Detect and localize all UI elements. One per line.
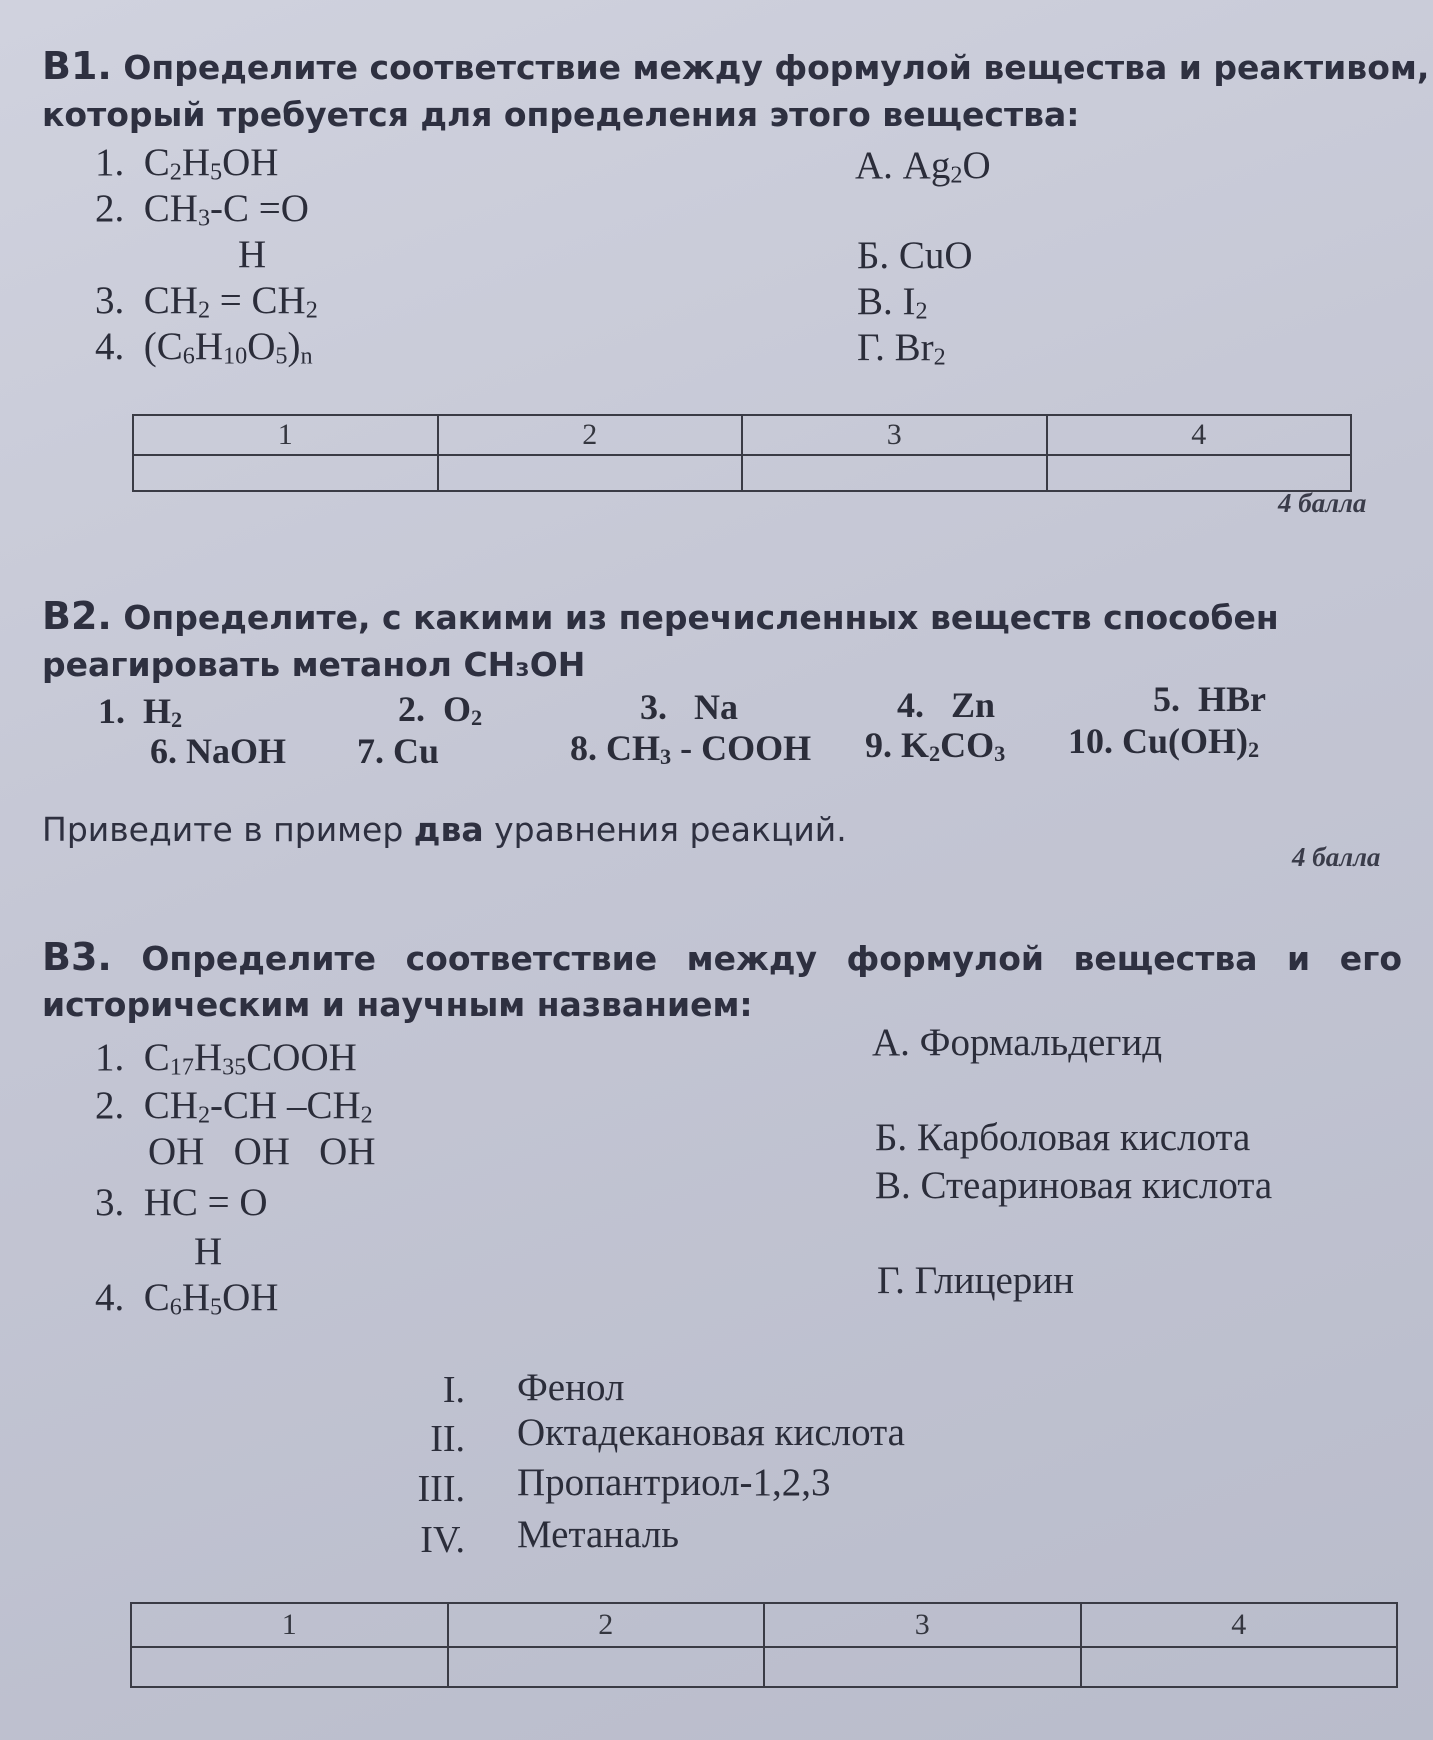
b2-item-8: 8. $CH_3$ - COOH — [570, 728, 812, 770]
b1-label: В1. — [42, 44, 112, 88]
b1-table-header-2: 2 — [438, 415, 743, 455]
b2-text-line1: Определите, с какими из перечисленных веществ способен — [123, 598, 1279, 637]
b1-answer-cell-4[interactable] — [1047, 455, 1352, 491]
formula: $C_2H_5OH$ — [143, 141, 279, 186]
formula: $CH_3$ - COOH — [606, 728, 812, 770]
b1-item-3: 3. $CH_2 = CH_2$ — [95, 279, 318, 324]
b1-table-header-3: 3 — [742, 415, 1047, 455]
b3-option-v: В. Стеариновая кислота — [875, 1164, 1273, 1207]
b2-text-line2-bold: метанол CH₃OH — [291, 645, 586, 684]
b3-scientific-num-3: III. — [417, 1468, 465, 1510]
formula: NaOH — [186, 731, 287, 771]
b3-word-6: и — [1287, 939, 1311, 978]
formula: Zn — [951, 685, 996, 725]
b2-item-1: 1. $H_2$ — [98, 691, 183, 733]
b1-text-line2: который требуется для определения этого вещества: — [42, 95, 1080, 134]
b3-option-a: А. Формальдегид — [872, 1021, 1163, 1064]
b3-table-header-1: 1 — [131, 1603, 448, 1647]
b3-scientific-name-2: Октадекановая кислота — [517, 1411, 905, 1454]
b2-item-7: 7. Cu — [357, 731, 440, 771]
b2-question-line1 — [42, 594, 1279, 638]
b3-option-b: Б. Карболовая кислота — [875, 1116, 1251, 1159]
b1-item-2: 2. $CH_3-C =O$ — [95, 187, 309, 232]
b2-task-bold: два — [413, 810, 484, 849]
formula: $CH_3-C =O$ — [143, 187, 309, 232]
b3-scientific-num-2: II. — [430, 1418, 465, 1460]
b1-table-header-4: 4 — [1047, 415, 1352, 455]
b2-item-3: 3. Na — [640, 687, 738, 727]
formula: CuO — [898, 234, 973, 277]
formula: $Ag_2O$ — [902, 144, 991, 189]
b2-text-line2-plain: реагировать — [42, 645, 292, 684]
b3-item-3-subline: H — [194, 1230, 223, 1273]
b3-item-3: 3. HC = O — [95, 1181, 268, 1224]
b1-text-line1: Определите соответствие между формулой вещества и реактивом, — [123, 48, 1430, 87]
b3-question-line1 — [42, 935, 1402, 979]
formula: $Cu(OH)_2$ — [1122, 721, 1260, 763]
b3-word-5: вещества — [1073, 939, 1258, 978]
b2-item-4: 4. Zn — [897, 685, 996, 725]
b1-answer-table — [132, 414, 1352, 492]
b1-answer-cell-3[interactable] — [742, 455, 1047, 491]
formula: $H_2$ — [143, 691, 183, 733]
b1-option-g: Г. $Br_2$ — [857, 326, 946, 371]
b1-option-b: Б. CuO — [857, 234, 973, 277]
b3-answer-cell-2[interactable] — [448, 1647, 765, 1687]
b3-word-4: формулой — [846, 939, 1045, 978]
b3-table-header-2: 2 — [448, 1603, 765, 1647]
b3-word-7: его — [1339, 939, 1402, 978]
b3-word-3: между — [686, 939, 817, 978]
b2-item-10: 10. $Cu(OH)_2$ — [1068, 721, 1260, 763]
b2-task — [42, 810, 847, 849]
formula: $C_6H_5OH$ — [143, 1276, 279, 1321]
b3-label: В3. — [42, 935, 112, 979]
b3-scientific-num-4: IV. — [420, 1519, 465, 1561]
b3-item-1: 1. $C_{17}H_{35}COOH$ — [95, 1036, 357, 1081]
formula: Na — [694, 687, 738, 727]
b3-text-line2: историческим и научным названием: — [42, 985, 753, 1024]
b2-item-5: 5. HBr — [1153, 679, 1266, 719]
b1-item-1: 1. $C_2H_5OH$ — [95, 141, 279, 186]
b3-answer-cell-4[interactable] — [1081, 1647, 1398, 1687]
b3-item-2: 2. $CH_2-CH$ $-CH_2$ — [95, 1084, 373, 1129]
formula: $O_2$ — [443, 689, 483, 731]
b1-table-header-1: 1 — [133, 415, 438, 455]
b1-question-line1 — [42, 44, 1429, 88]
b2-task-plain2: уравнения реакций. — [483, 810, 847, 849]
b1-option-v: В. $I_2$ — [857, 280, 928, 325]
b3-answer-cell-3[interactable] — [764, 1647, 1081, 1687]
formula: $CH_2-CH$ $-CH_2$ — [143, 1084, 373, 1129]
formula: $I_2$ — [902, 280, 928, 325]
b3-table-header-3: 3 — [764, 1603, 1081, 1647]
b2-item-2: 2. $O_2$ — [398, 689, 483, 731]
formula: $Br_2$ — [894, 326, 946, 371]
b2-item-6: 6. NaOH — [150, 731, 287, 771]
b1-score: 4 балла — [1278, 488, 1367, 518]
b1-answer-cell-2[interactable] — [438, 455, 743, 491]
formula: HBr — [1198, 679, 1266, 719]
b1-answer-cell-1[interactable] — [133, 455, 438, 491]
formula: $CH_2 = CH_2$ — [143, 279, 318, 324]
b3-scientific-name-1: Фенол — [517, 1366, 625, 1409]
formula: $K_2CO_3$ — [901, 725, 1006, 767]
b3-answer-table — [130, 1602, 1398, 1688]
b2-item-9: 9. $K_2CO_3$ — [865, 725, 1006, 767]
b3-item-2-subline: OH OH OH — [148, 1130, 376, 1173]
b2-question-line2 — [42, 645, 585, 684]
formula: Cu — [393, 731, 440, 771]
b1-item-4: 4. $(C_6H_{10}O_5)_n$ — [95, 325, 313, 370]
formula: $(C_6H_{10}O_5)_n$ — [143, 325, 313, 370]
b2-score: 4 балла — [1292, 842, 1381, 872]
b3-word-1: Определите — [141, 939, 377, 978]
b3-item-4: 4. $C_6H_5OH$ — [95, 1276, 279, 1321]
b2-label: В2. — [42, 594, 112, 638]
b3-scientific-name-4: Метаналь — [517, 1513, 680, 1556]
b1-item-2-subline: H — [238, 233, 267, 276]
b3-answer-cell-1[interactable] — [131, 1647, 448, 1687]
b3-word-2: соответствие — [405, 939, 658, 978]
b3-scientific-name-3: Пропантриол-1,2,3 — [517, 1461, 831, 1504]
formula: HC = O — [143, 1181, 268, 1224]
b2-task-plain1: Приведите в пример — [42, 810, 414, 849]
b3-option-g: Г. Глицерин — [877, 1259, 1075, 1302]
b3-table-header-4: 4 — [1081, 1603, 1398, 1647]
formula: $C_{17}H_{35}COOH$ — [143, 1036, 357, 1081]
b3-scientific-num-1: I. — [442, 1369, 465, 1411]
b1-option-a: А. $Ag_2O$ — [855, 144, 991, 189]
